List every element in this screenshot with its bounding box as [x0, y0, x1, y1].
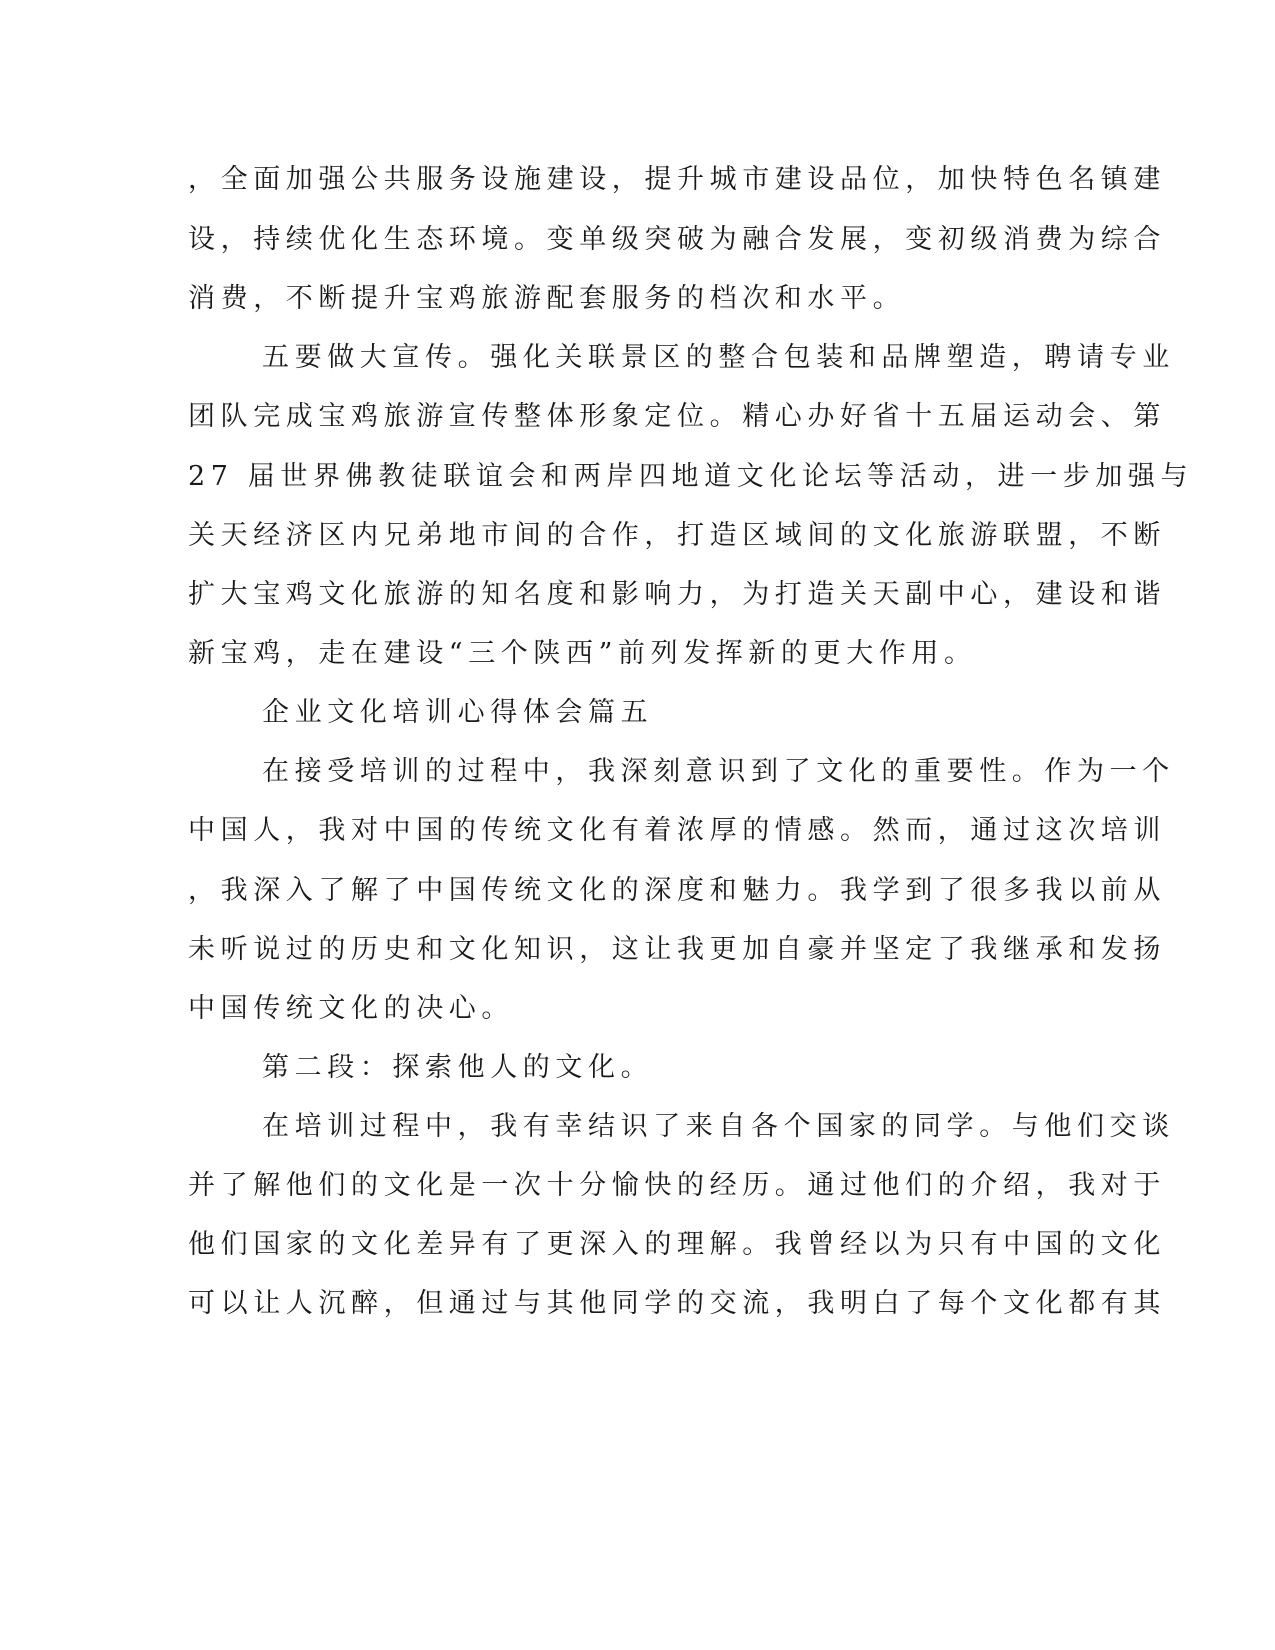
text-line: 27 届世界佛教徒联谊会和两岸四地道文化论坛等活动，进一步加强与 [188, 461, 1194, 492]
text-line: 关天经济区内兄弟地市间的合作，打造区域间的文化旅游联盟，不断 [188, 520, 1166, 551]
text-line: 中国人，我对中国的传统文化有着浓厚的情感。然而，通过这次培训 [188, 815, 1166, 846]
paragraph-start-line: 在培训过程中，我有幸结识了来自各个国家的同学。与他们交谈 [262, 1111, 1175, 1142]
paragraph-start-line: 在接受培训的过程中，我深刻意识到了文化的重要性。作为一个 [262, 756, 1175, 787]
text-line: 未听说过的历史和文化知识，这让我更加自豪并坚定了我继承和发扬 [188, 934, 1166, 965]
section-heading: 企业文化培训心得体会篇五 [262, 697, 654, 728]
text-line: 他们国家的文化差异有了更深入的理解。我曾经以为只有中国的文化 [188, 1229, 1166, 1260]
text-line: 新宝鸡，走在建设“三个陕西”前列发挥新的更大作用。 [188, 638, 977, 669]
text-line: 消费，不断提升宝鸡旅游配套服务的档次和水平。 [188, 283, 906, 314]
text-line: 团队完成宝鸡旅游宣传整体形象定位。精心办好省十五届运动会、第 [188, 401, 1166, 432]
text-line: 可以让人沉醉，但通过与其他同学的交流，我明白了每个文化都有其 [188, 1288, 1166, 1319]
text-line: 并了解他们的文化是一次十分愉快的经历。通过他们的介绍，我对于 [188, 1170, 1166, 1201]
text-line: 扩大宝鸡文化旅游的知名度和影响力，为打造关天副中心，建设和谐 [188, 579, 1166, 610]
paragraph-start-line: 五要做大宣传。强化关联景区的整合包装和品牌塑造，聘请专业 [262, 342, 1175, 373]
text-line: ，全面加强公共服务设施建设，提升城市建设品位，加快特色名镇建 [188, 164, 1166, 195]
text-line: 设，持续优化生态环境。变单级突破为融合发展，变初级消费为综合 [188, 224, 1166, 255]
subheading: 第二段：探索他人的文化。 [262, 1052, 654, 1083]
text-line: 中国传统文化的决心。 [188, 993, 514, 1024]
text-line: ，我深入了解了中国传统文化的深度和魅力。我学到了很多我以前从 [188, 875, 1166, 906]
